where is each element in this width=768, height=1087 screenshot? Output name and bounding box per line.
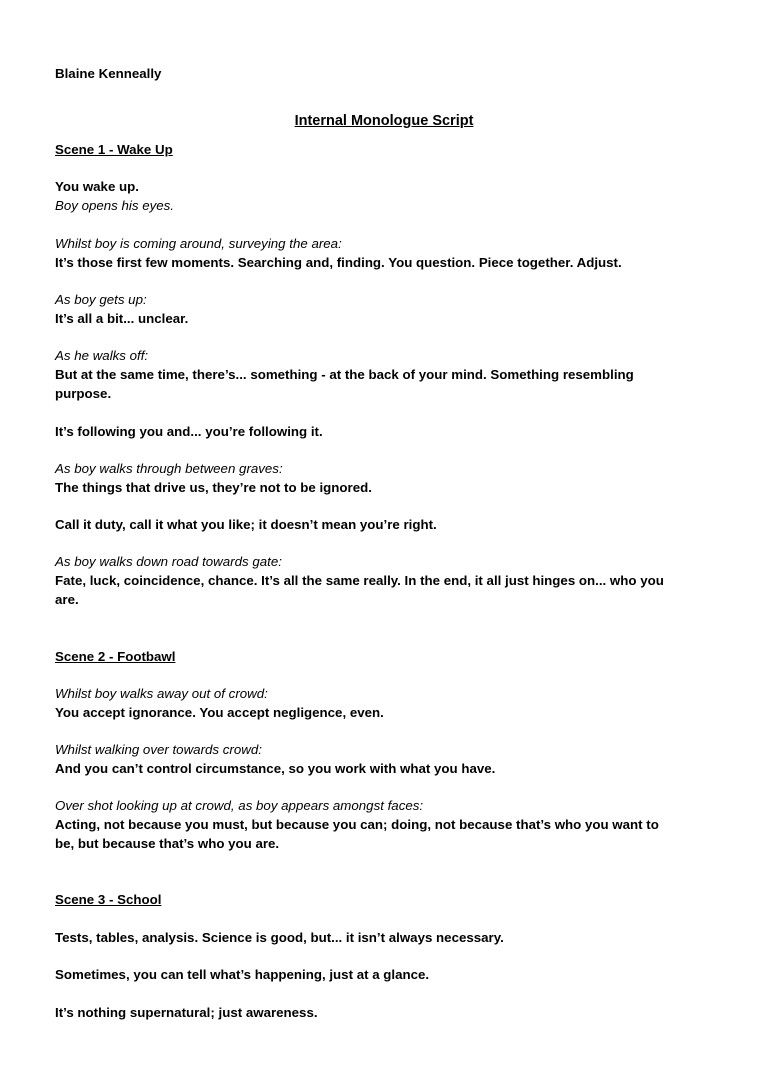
- stage-direction: Whilst boy is coming around, surveying the area:: [55, 236, 342, 251]
- dialogue-line-continued: are.: [55, 592, 79, 607]
- document-title: Internal Monologue Script: [294, 113, 474, 129]
- dialogue-line: It’s all a bit... unclear.: [55, 311, 189, 326]
- dialogue-line: It’s nothing supernatural; just awareness.: [55, 1005, 318, 1020]
- dialogue-line: You wake up.: [55, 179, 139, 194]
- stage-direction: As boy gets up:: [55, 292, 147, 307]
- dialogue-line: The things that drive us, they’re not to be ignored.: [55, 480, 372, 495]
- dialogue-line-continued: purpose.: [55, 386, 112, 401]
- dialogue-line: And you can’t control circumstance, so you work with what you have.: [55, 761, 496, 776]
- stage-direction: Boy opens his eyes.: [55, 198, 175, 213]
- dialogue-line: You accept ignorance. You accept negligence, even.: [55, 705, 384, 720]
- dialogue-line: Acting, not because you must, but because you can; doing, not because that’s who you want to: [55, 817, 659, 832]
- dialogue-line: Call it duty, call it what you like; it doesn’t mean you’re right.: [55, 517, 437, 532]
- stage-direction: Whilst boy walks away out of crowd:: [55, 686, 268, 701]
- dialogue-line: It’s those first few moments. Searching and, finding. You question. Piece together. Adjust.: [55, 255, 622, 270]
- scene-heading: Scene 2 - Footbawl: [55, 649, 176, 664]
- scene-heading: Scene 1 - Wake Up: [55, 142, 173, 157]
- stage-direction: Over shot looking up at crowd, as boy appears amongst faces:: [55, 798, 424, 813]
- dialogue-line: Sometimes, you can tell what’s happening, just at a glance.: [55, 967, 430, 982]
- stage-direction: As he walks off:: [55, 348, 149, 363]
- scene-heading: Scene 3 - School: [55, 892, 162, 907]
- dialogue-line: It’s following you and... you’re following it.: [55, 424, 323, 439]
- dialogue-line: But at the same time, there’s... something - at the back of your mind. Something resembling: [55, 367, 634, 382]
- stage-direction: As boy walks down road towards gate:: [55, 554, 282, 569]
- dialogue-line: Fate, luck, coincidence, chance. It’s all the same really. In the end, it all just hinges on... who you: [55, 573, 664, 588]
- author-name: Blaine Kenneally: [55, 66, 162, 81]
- stage-direction: Whilst walking over towards crowd:: [55, 742, 262, 757]
- dialogue-line-continued: be, but because that’s who you are.: [55, 836, 280, 851]
- dialogue-line: Tests, tables, analysis. Science is good, but... it isn’t always necessary.: [55, 930, 504, 945]
- stage-direction: As boy walks through between graves:: [55, 461, 283, 476]
